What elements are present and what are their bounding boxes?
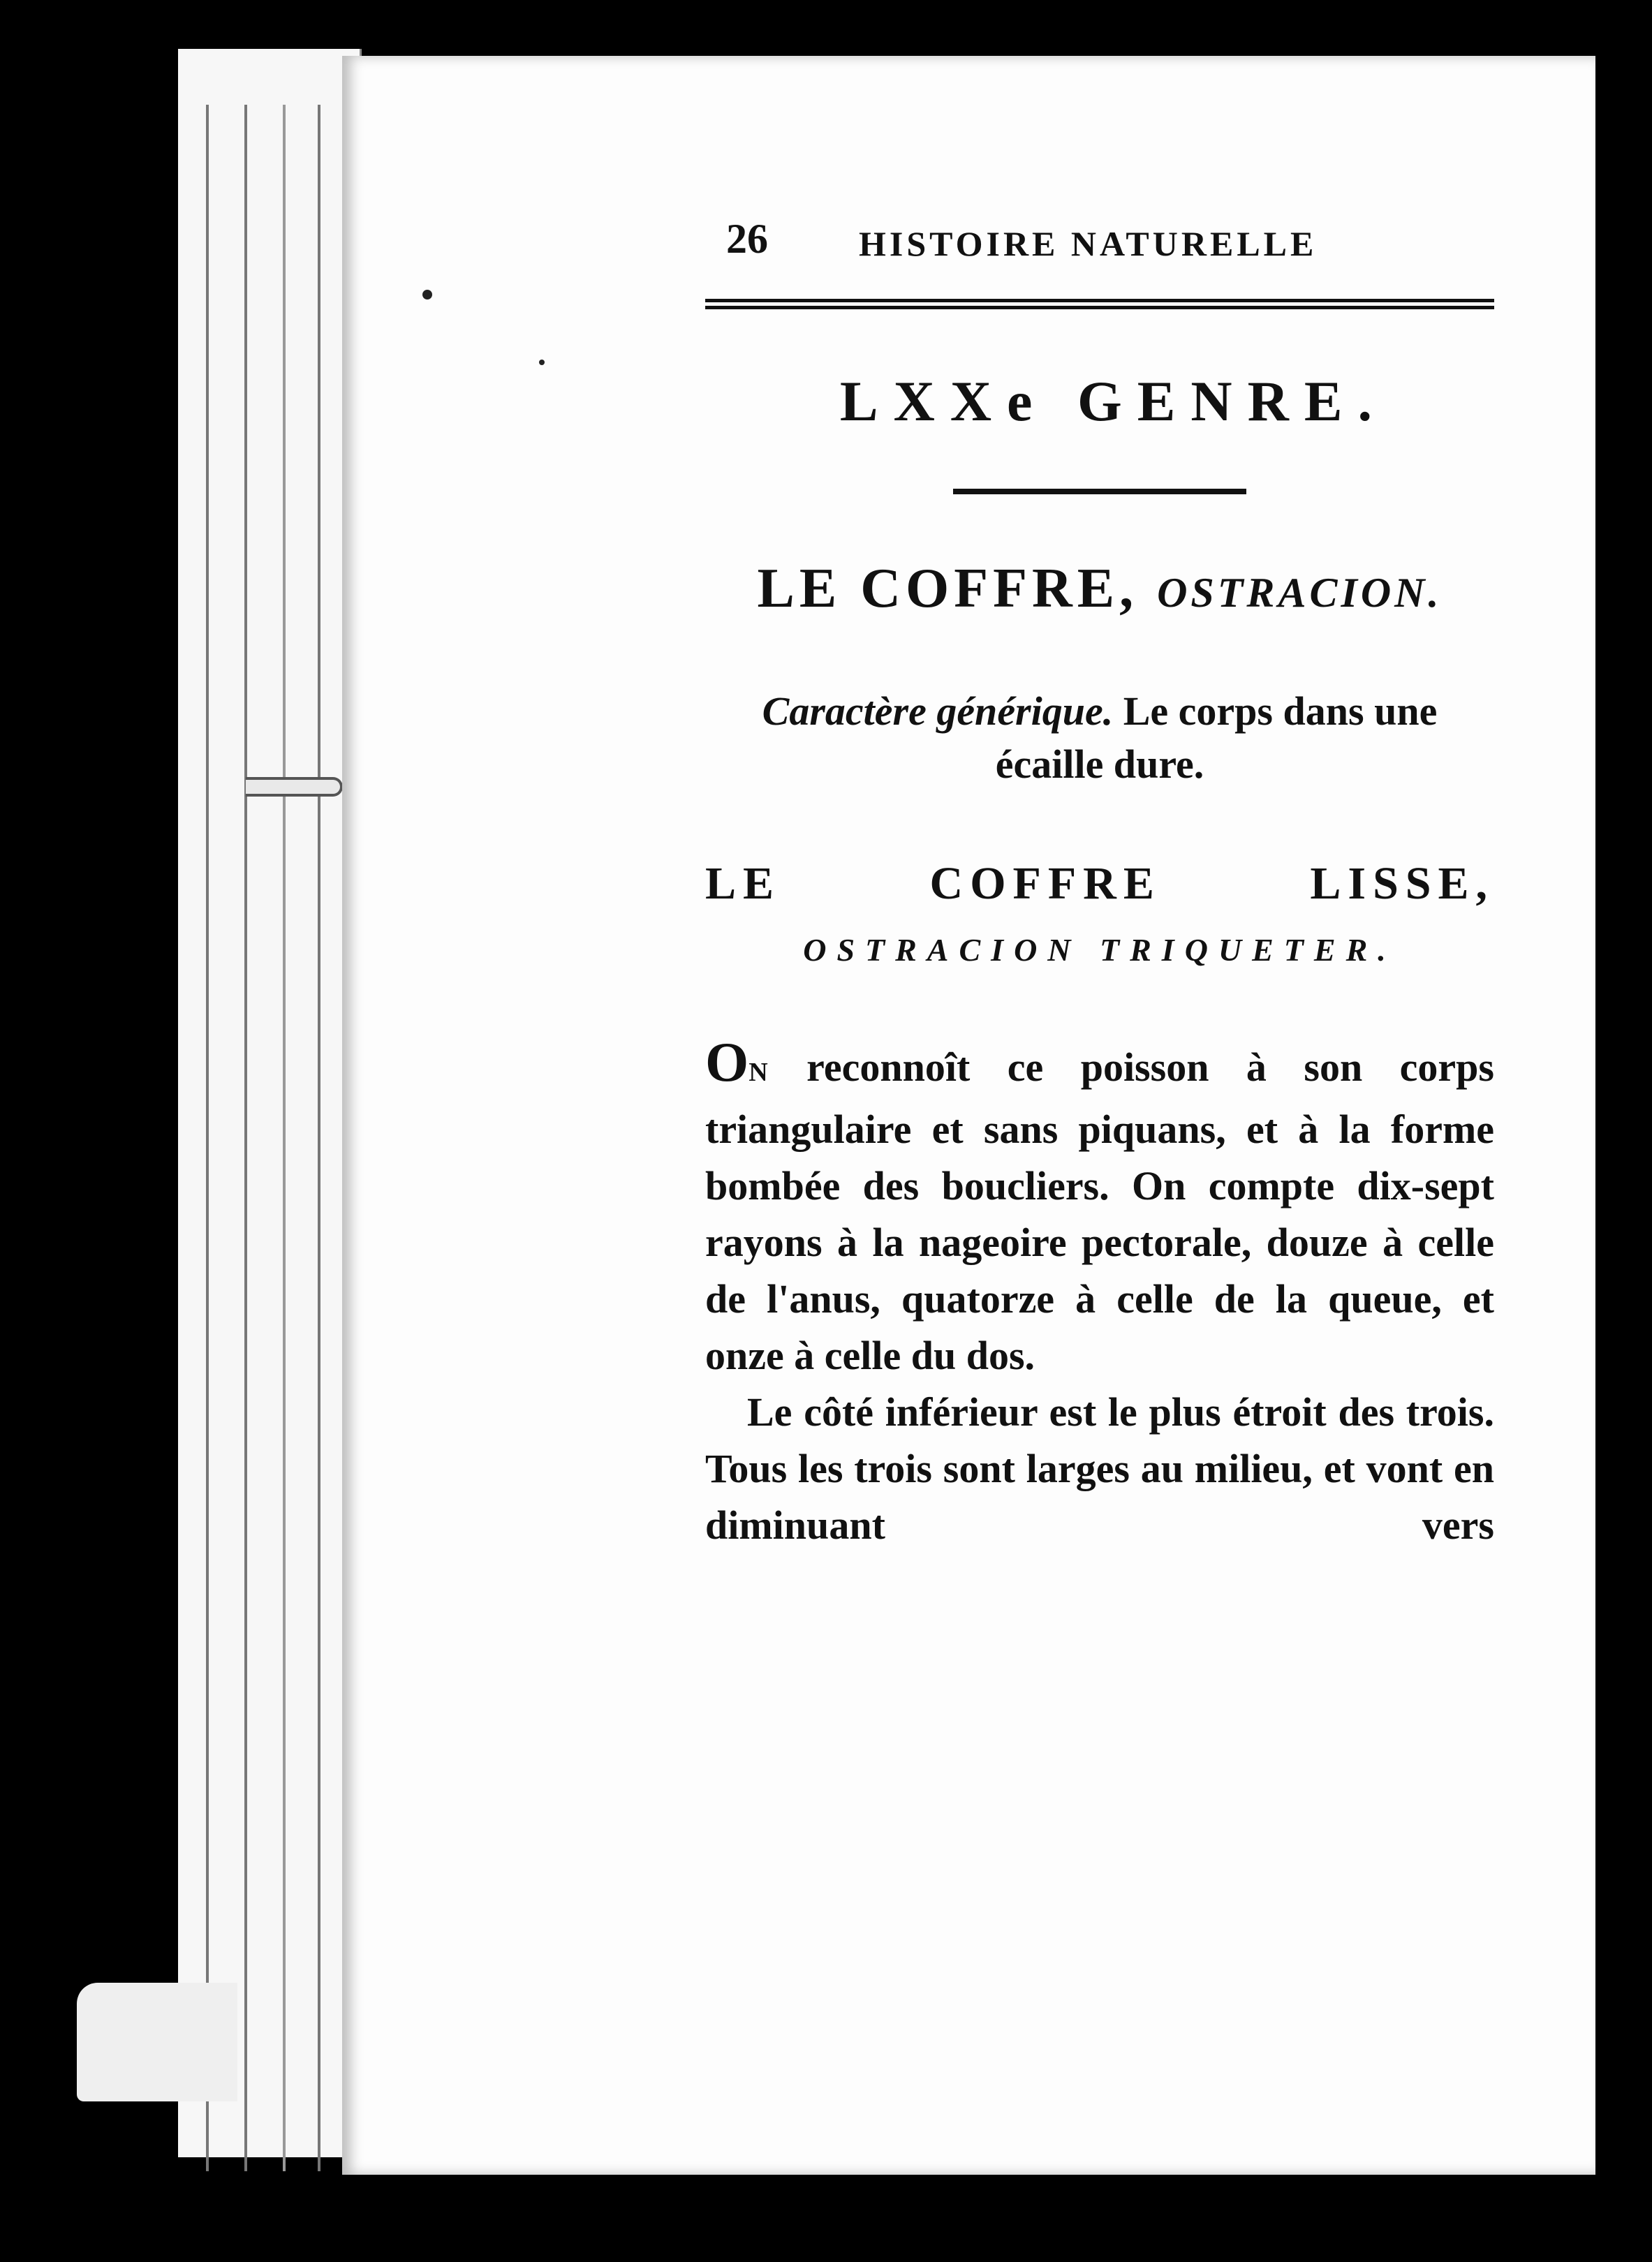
body-paragraph: Le côté inférieur est le plus étroit des trois. Tous les trois sont larges au milieu, et vont en diminuant vers (705, 1389, 1494, 1548)
initial-letter: O (705, 1032, 749, 1093)
binding-under-pages (178, 49, 362, 2157)
genus-name: LE COFFRE, (757, 558, 1139, 619)
genus-latin-name: OSTRACION. (1157, 570, 1443, 616)
ink-speck (539, 360, 545, 365)
torn-page-corner (77, 1983, 237, 2101)
binding-thread (246, 777, 343, 797)
page-edge-line (206, 105, 209, 2171)
genus-heading (705, 557, 1494, 621)
genre-heading: LXXe GENRE. (839, 369, 1388, 433)
generic-character (705, 685, 1494, 791)
ink-speck (422, 290, 432, 300)
page-edge-line (318, 105, 320, 2171)
species-latin-name: OSTRACION TRIQUETER. (803, 932, 1396, 968)
paragraph-text: reconnoît ce poisson à son corps triangulaire et sans piquans, et à la forme bombée des boucliers. On compte dix-sept rayons à la nageoire pectorale, douze à celle de l'anus, quatorze à celle de la queue, et onze à celle du dos. (705, 1044, 1494, 1378)
small-caps-letter: N (748, 1058, 769, 1087)
generic-character-text: Le corps dans une écaille dure. (995, 688, 1438, 787)
header-double-rule (705, 299, 1494, 309)
page-text (705, 202, 1494, 1610)
running-head (705, 202, 1494, 265)
page-edge-line (244, 105, 247, 2171)
body-paragraph (705, 1032, 1494, 1384)
section-rule (953, 489, 1246, 494)
species-heading: LE COFFRE LISSE, (705, 858, 1494, 909)
generic-character-label: Caractère générique. (762, 688, 1114, 734)
page-edge-line (283, 105, 286, 2171)
running-title: HISTOIRE NATURELLE (859, 224, 1318, 263)
page-number: 26 (726, 216, 768, 262)
